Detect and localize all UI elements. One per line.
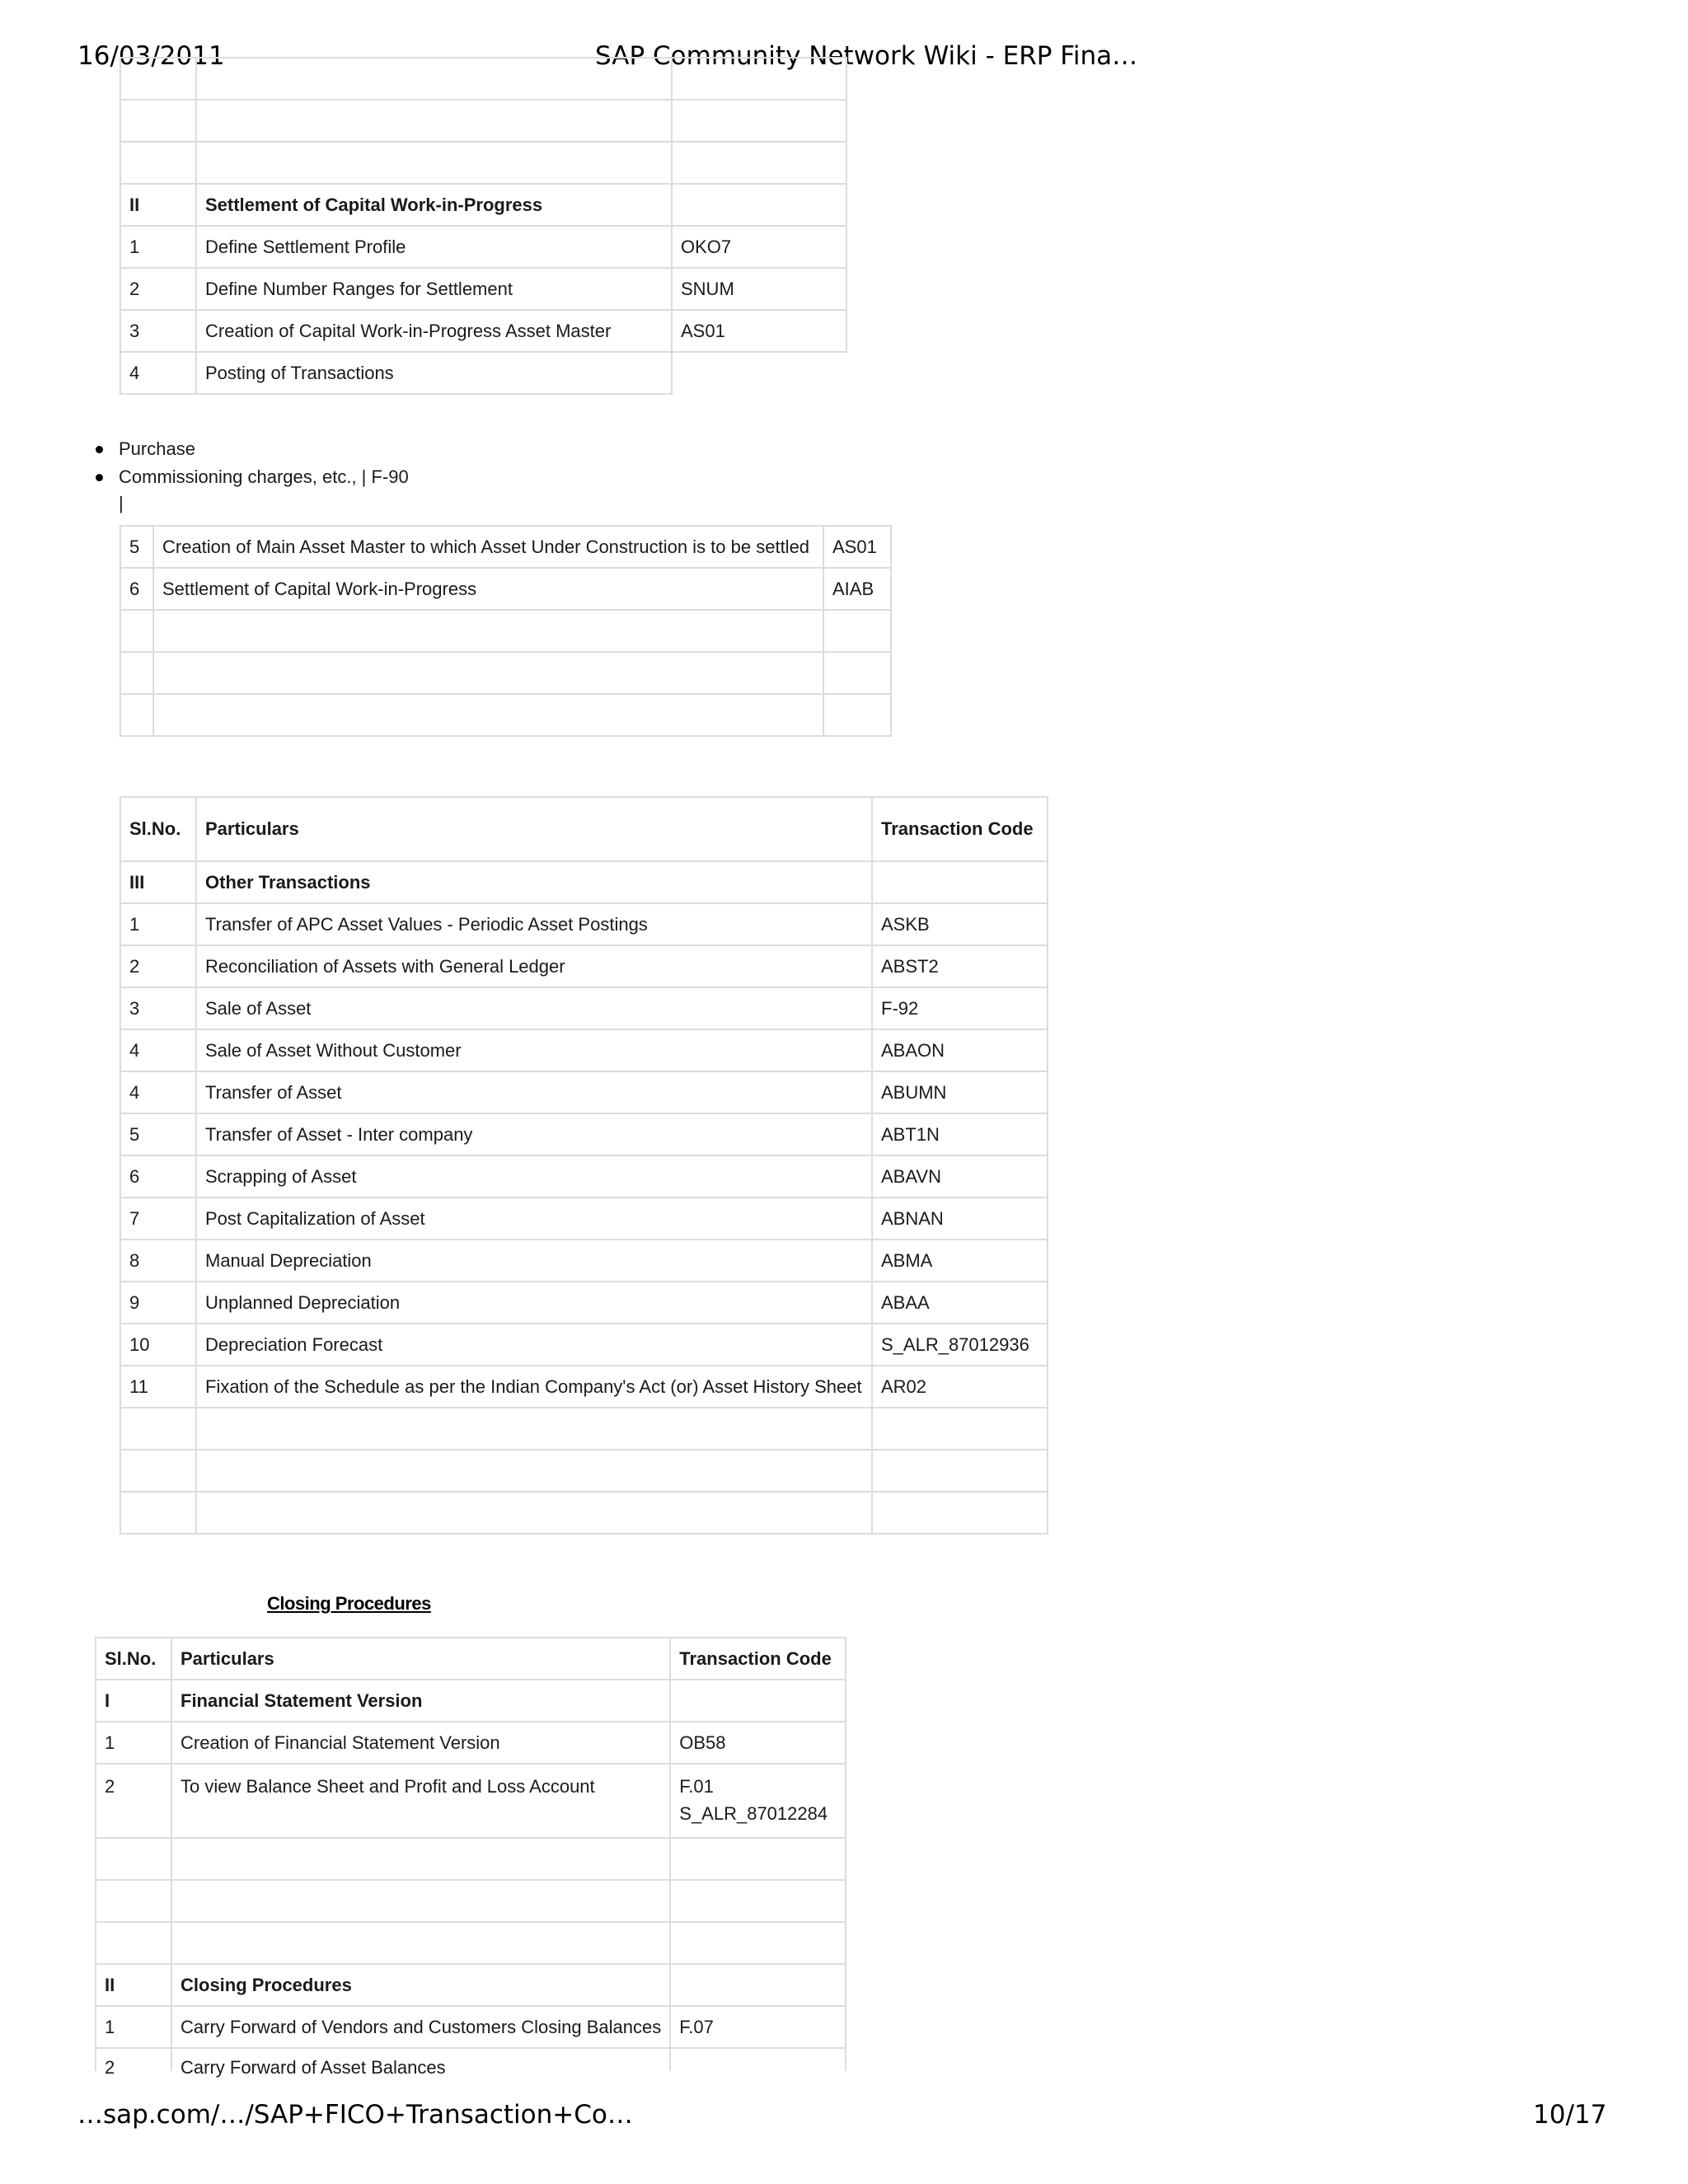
table-cell	[171, 1922, 670, 1964]
empty-cell	[672, 352, 846, 394]
header-sl-no: Sl.No.	[96, 1638, 171, 1680]
transaction-code-cell: F.07	[670, 2006, 846, 2048]
table-row	[120, 1197, 1048, 1240]
list-item-text: Commissioning charges, etc., | F-90	[119, 466, 409, 487]
section-row	[120, 184, 846, 226]
sl-no-cell: 9	[120, 1282, 196, 1324]
sl-no-cell: 4	[120, 352, 196, 394]
cut-text: Carry Forward of Asset Balances	[181, 2056, 446, 2078]
particulars-cell: Settlement of Capital Work-in-Progress	[153, 568, 823, 610]
table-cell	[120, 58, 196, 100]
page-number: 10/17	[1533, 2100, 1607, 2130]
table-cell	[670, 1964, 846, 2006]
table-cell	[196, 1450, 872, 1492]
sl-no-cell: 6	[120, 1155, 196, 1197]
table-cell	[120, 142, 196, 184]
table-cell	[153, 652, 823, 694]
transaction-code-cell: AR02	[872, 1366, 1048, 1408]
table-row	[96, 1722, 846, 1764]
particulars-cell: Sale of Asset	[196, 987, 872, 1029]
header-particulars: Particulars	[196, 797, 872, 861]
closing-procedures-heading: Closing Procedures	[267, 1593, 431, 1614]
table-row	[120, 987, 1048, 1029]
particulars-cell: To view Balance Sheet and Profit and Loss Account	[171, 1764, 670, 1838]
table-cell	[120, 694, 153, 736]
transaction-code-line: F.01	[679, 1776, 714, 1797]
table-cell	[823, 610, 891, 652]
table-cell	[672, 58, 846, 100]
transaction-code-cell	[670, 2048, 846, 2071]
transaction-code-line: S_ALR_87012284	[679, 1803, 828, 1824]
header-transaction-code: Transaction Code	[872, 797, 1048, 861]
transaction-code-cell: ABT1N	[872, 1113, 1048, 1155]
transaction-code-cell: ABST2	[872, 945, 1048, 987]
list-item	[96, 435, 409, 463]
bullet-list	[96, 435, 409, 491]
table-row	[120, 352, 846, 394]
sl-no-cell: 2	[96, 1764, 171, 1838]
transaction-code-cell	[670, 1764, 846, 1838]
transaction-code-cell: F-92	[872, 987, 1048, 1029]
particulars-cell: Transfer of APC Asset Values - Periodic Asset Postings	[196, 903, 872, 945]
table-row	[120, 903, 1048, 945]
sl-no-cell: 10	[120, 1324, 196, 1366]
table-row	[120, 142, 846, 184]
section-title: Closing Procedures	[171, 1964, 670, 2006]
table-cell	[872, 1492, 1048, 1534]
table-cell	[872, 1450, 1048, 1492]
particulars-cell: Post Capitalization of Asset	[196, 1197, 872, 1240]
section-number: II	[96, 1964, 171, 2006]
settlement-continued-table	[120, 525, 892, 737]
table-cell	[670, 1880, 846, 1922]
table-cell	[96, 1880, 171, 1922]
table-cell	[670, 1680, 846, 1722]
particulars-cell: Transfer of Asset - Inter company	[196, 1113, 872, 1155]
table-row	[96, 2006, 846, 2048]
sl-no-cell: 5	[120, 1113, 196, 1155]
section-number: III	[120, 861, 196, 903]
table-row	[120, 1029, 1048, 1071]
particulars-cell: Manual Depreciation	[196, 1240, 872, 1282]
table-row-cut-off	[96, 2048, 846, 2071]
table-row	[120, 1492, 1048, 1534]
settlement-table	[120, 57, 847, 395]
table-row	[120, 226, 846, 268]
transaction-code-cell: ABAVN	[872, 1155, 1048, 1197]
print-date: 16/03/2011	[77, 41, 225, 71]
transaction-code-cell: ABAON	[872, 1029, 1048, 1071]
table-cell	[153, 694, 823, 736]
table-cell	[672, 142, 846, 184]
section-row	[96, 1964, 846, 2006]
table-cell	[672, 184, 846, 226]
table-row	[120, 268, 846, 310]
table-row	[120, 310, 846, 352]
section-row	[96, 1680, 846, 1722]
sl-no-cell: 8	[120, 1240, 196, 1282]
page-url: …sap.com/…/SAP+FICO+Transaction+Co…	[77, 2100, 633, 2130]
table-row	[120, 1155, 1048, 1197]
table-row	[120, 1071, 1048, 1113]
particulars-cell: Fixation of the Schedule as per the Indian Company's Act (or) Asset History Sheet	[196, 1366, 872, 1408]
particulars-cell: Define Number Ranges for Settlement	[196, 268, 672, 310]
particulars-cell: Sale of Asset Without Customer	[196, 1029, 872, 1071]
table-cell	[96, 1922, 171, 1964]
sl-no-cell: 4	[120, 1029, 196, 1071]
table-row	[96, 1838, 846, 1880]
table-row	[120, 1408, 1048, 1450]
cut-text: 2	[105, 2056, 115, 2078]
table-cell	[872, 1408, 1048, 1450]
transaction-code-cell: S_ALR_87012936	[872, 1324, 1048, 1366]
table-row	[120, 694, 891, 736]
particulars-cell: Carry Forward of Vendors and Customers Closing Balances	[171, 2006, 670, 2048]
particulars-cell: Creation of Capital Work-in-Progress Asset Master	[196, 310, 672, 352]
table-cell	[196, 58, 672, 100]
pipe-separator: |	[119, 493, 124, 513]
table-row	[96, 1764, 846, 1838]
transaction-code-cell: SNUM	[672, 268, 846, 310]
table-row	[120, 100, 846, 142]
sl-no-cell: 1	[120, 903, 196, 945]
table-row	[120, 610, 891, 652]
table-cell	[823, 694, 891, 736]
sl-no-cell: 2	[120, 945, 196, 987]
particulars-cell: Reconciliation of Assets with General Ledger	[196, 945, 872, 987]
table-cell	[171, 1880, 670, 1922]
transaction-code-cell: OKO7	[672, 226, 846, 268]
transaction-code-cell: AS01	[672, 310, 846, 352]
particulars-cell: Creation of Financial Statement Version	[171, 1722, 670, 1764]
particulars-cell: Define Settlement Profile	[196, 226, 672, 268]
sl-no-cell: 4	[120, 1071, 196, 1113]
table-row	[120, 652, 891, 694]
table-row	[120, 526, 891, 568]
sl-no-cell: 7	[120, 1197, 196, 1240]
table-cell	[120, 1492, 196, 1534]
table-cell	[670, 1922, 846, 1964]
table-cell	[120, 652, 153, 694]
list-item-text: Purchase	[119, 438, 195, 459]
section-row	[120, 861, 1048, 903]
table-cell	[196, 1492, 872, 1534]
transaction-code-cell: AS01	[823, 526, 891, 568]
table-row	[120, 1240, 1048, 1282]
table-cell	[823, 652, 891, 694]
particulars-cell: Transfer of Asset	[196, 1071, 872, 1113]
section-number: I	[96, 1680, 171, 1722]
sl-no-cell: 3	[120, 987, 196, 1029]
transaction-code-cell: ASKB	[872, 903, 1048, 945]
table-row	[120, 568, 891, 610]
section-title: Settlement of Capital Work-in-Progress	[196, 184, 672, 226]
sl-no-cell: 1	[96, 1722, 171, 1764]
table-row	[96, 1922, 846, 1964]
section-title: Financial Statement Version	[171, 1680, 670, 1722]
page-title: SAP Community Network Wiki - ERP Fina…	[595, 41, 1138, 71]
transaction-code-cell: AIAB	[823, 568, 891, 610]
header-particulars: Particulars	[171, 1638, 670, 1680]
particulars-cell: Depreciation Forecast	[196, 1324, 872, 1366]
table-cell	[672, 100, 846, 142]
table-row	[120, 1113, 1048, 1155]
particulars-cell: Unplanned Depreciation	[196, 1282, 872, 1324]
table-cell	[670, 1838, 846, 1880]
section-title: Other Transactions	[196, 861, 872, 903]
table-row	[96, 1880, 846, 1922]
sl-no-cell: 5	[120, 526, 153, 568]
table-cell	[120, 1408, 196, 1450]
sl-no-cell: 2	[120, 268, 196, 310]
sl-no-cell: 1	[96, 2006, 171, 2048]
sl-no-cell: 6	[120, 568, 153, 610]
table-cell	[171, 1838, 670, 1880]
transaction-code-cell: ABMA	[872, 1240, 1048, 1282]
table-row	[120, 1324, 1048, 1366]
table-row	[120, 1450, 1048, 1492]
bullet-icon	[96, 446, 103, 453]
table-cell	[196, 1408, 872, 1450]
sl-no-cell	[96, 2048, 171, 2078]
bullet-icon	[96, 474, 103, 481]
table-header-row	[120, 797, 1048, 861]
table-row	[120, 58, 846, 100]
table-cell	[196, 142, 672, 184]
table-header-row	[96, 1638, 846, 1680]
table-row	[120, 1282, 1048, 1324]
particulars-cell: Scrapping of Asset	[196, 1155, 872, 1197]
transaction-code-cell: ABNAN	[872, 1197, 1048, 1240]
table-cell	[120, 610, 153, 652]
sl-no-cell: 3	[120, 310, 196, 352]
header-sl-no: Sl.No.	[120, 797, 196, 861]
closing-procedures-table	[95, 1637, 846, 2078]
header-transaction-code: Transaction Code	[670, 1638, 846, 1680]
transaction-code-cell: OB58	[670, 1722, 846, 1764]
sl-no-cell: 11	[120, 1366, 196, 1408]
cut-text	[679, 2055, 837, 2066]
particulars-cell	[171, 2048, 670, 2078]
table-cell	[120, 100, 196, 142]
table-cell	[153, 610, 823, 652]
particulars-cell: Creation of Main Asset Master to which Asset Under Construction is to be settled	[153, 526, 823, 568]
other-transactions-table	[120, 796, 1048, 1535]
table-cell	[196, 100, 672, 142]
particulars-cell: Posting of Transactions	[196, 352, 672, 394]
table-cell	[96, 1838, 171, 1880]
transaction-code-cell: ABUMN	[872, 1071, 1048, 1113]
transaction-code-cell: ABAA	[872, 1282, 1048, 1324]
table-cell	[872, 861, 1048, 903]
table-row	[120, 1366, 1048, 1408]
table-cell	[120, 1450, 196, 1492]
section-number: II	[120, 184, 196, 226]
sl-no-cell: 1	[120, 226, 196, 268]
table-row	[120, 945, 1048, 987]
list-item	[96, 463, 409, 491]
